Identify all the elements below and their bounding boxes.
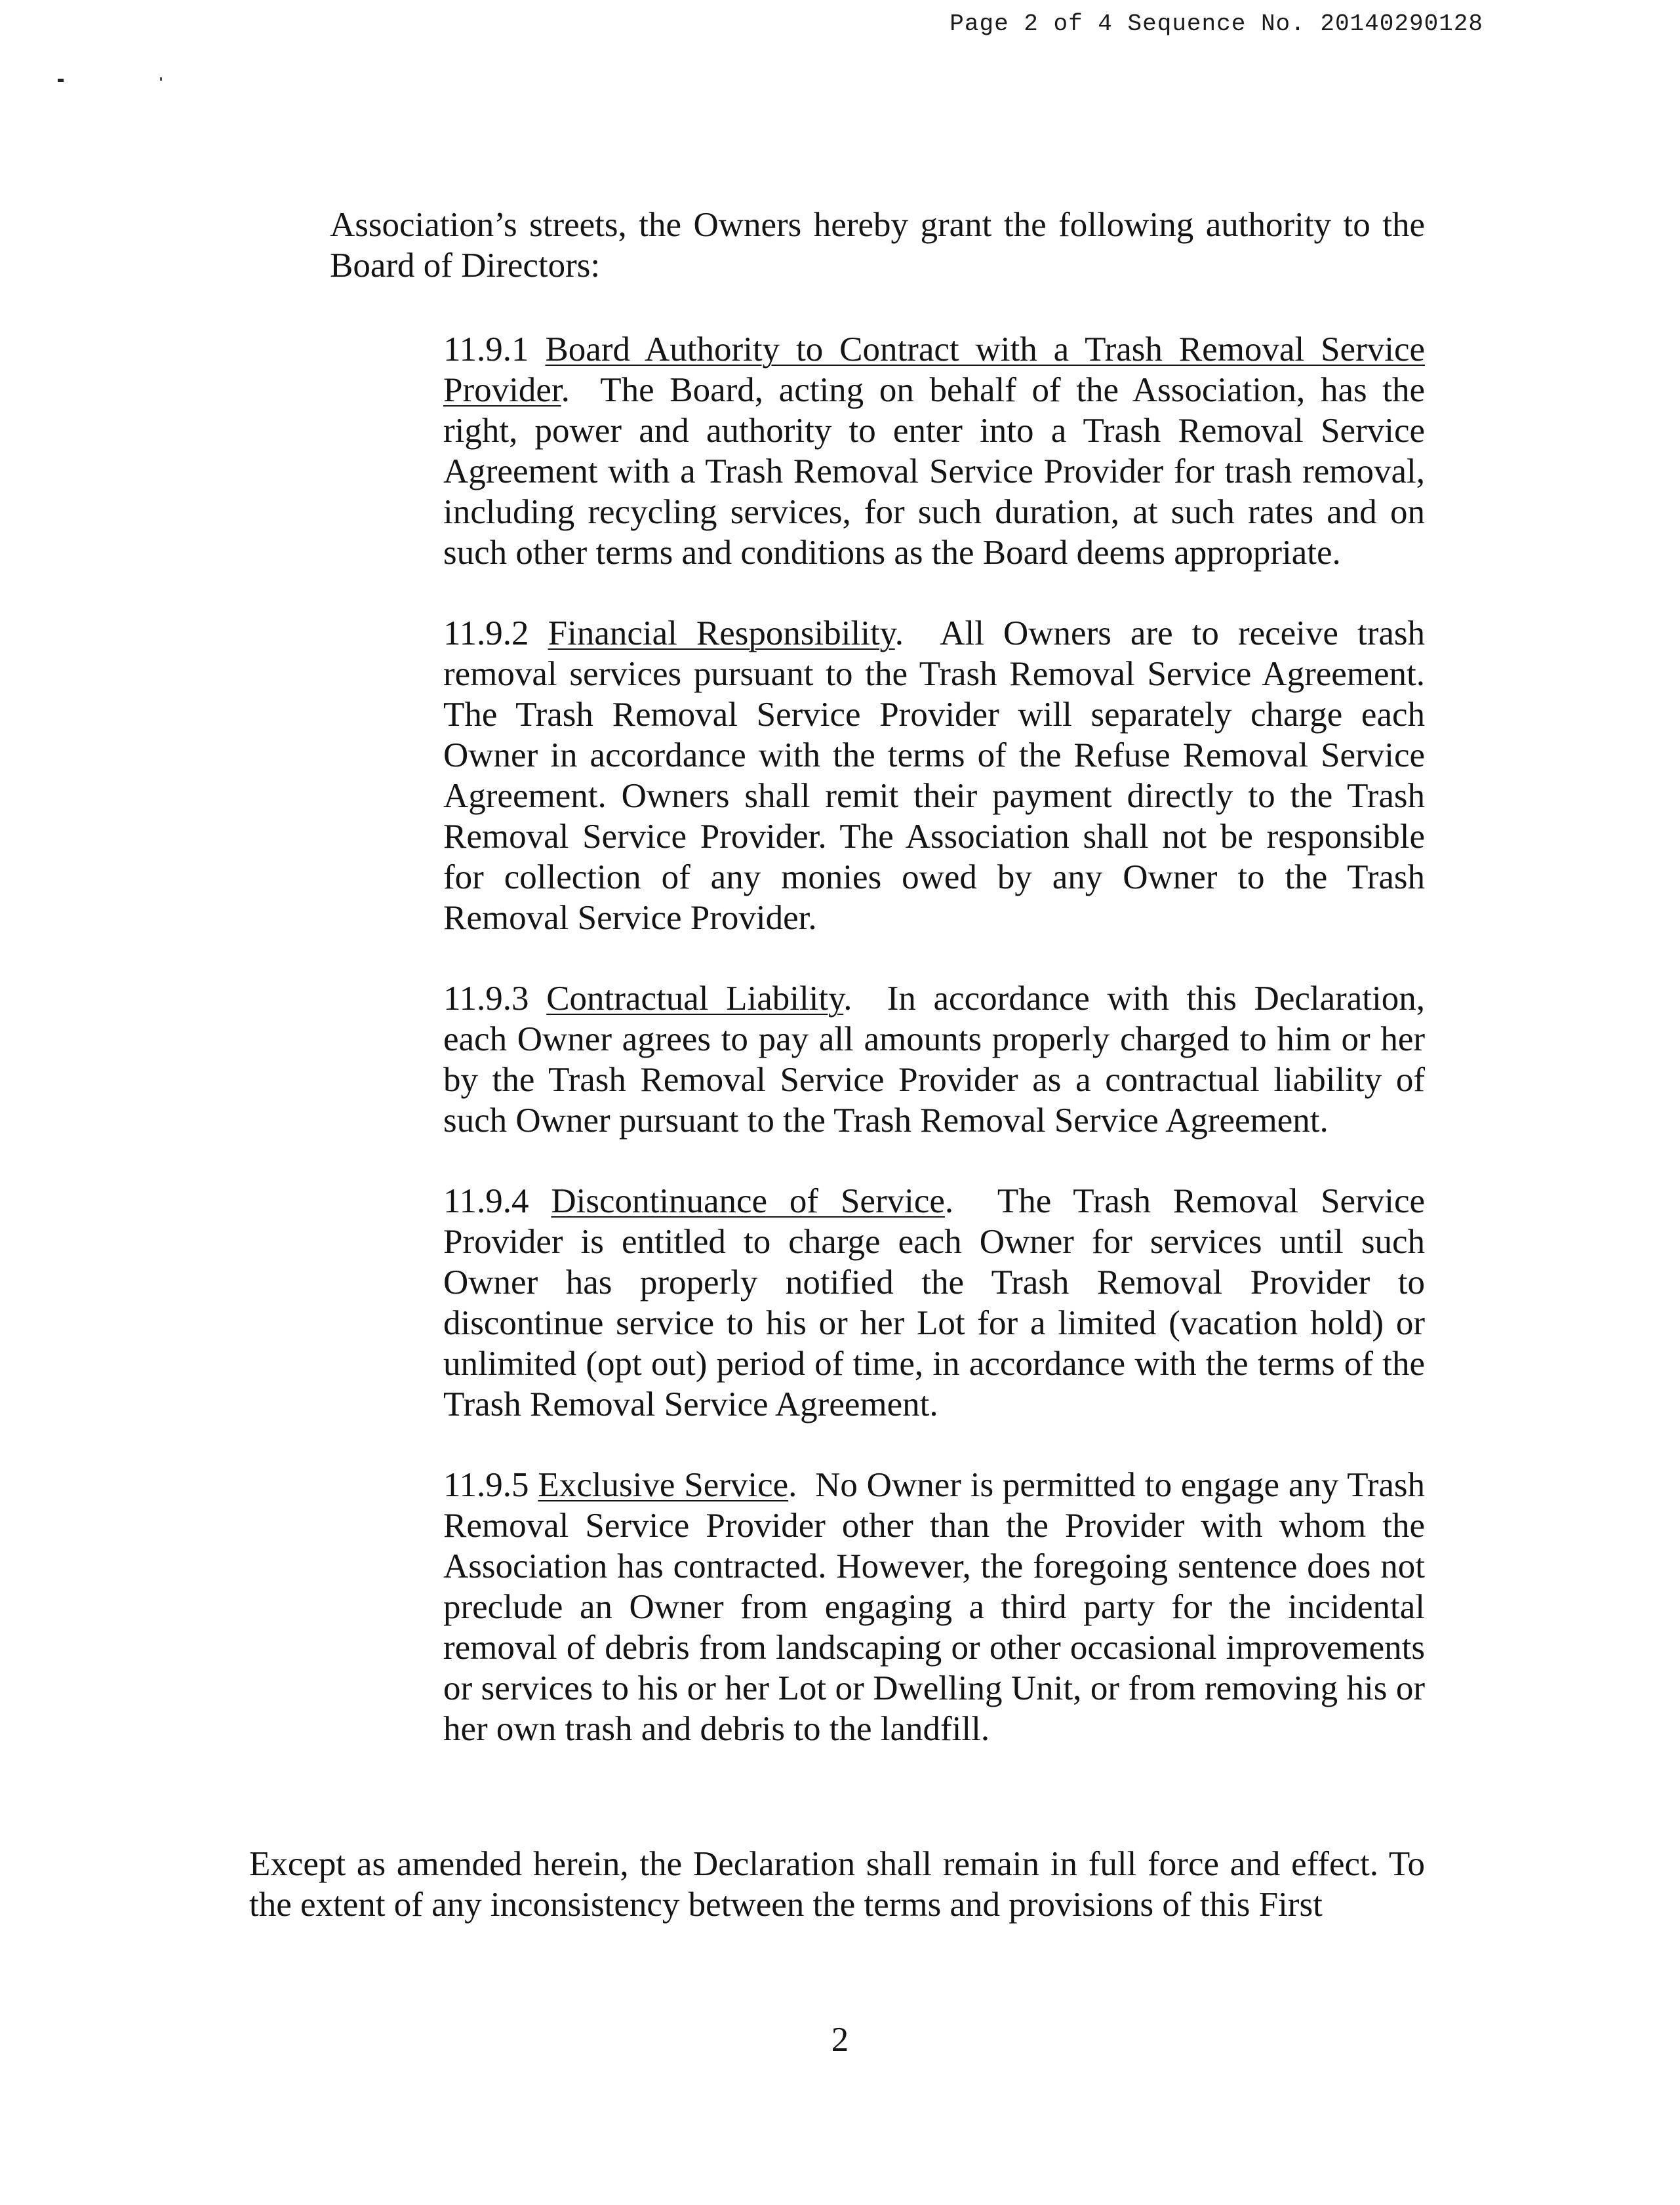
page-header: Page 2 of 4 Sequence No. 20140290128 [950,10,1483,37]
section-number: 11.9.3 [443,980,529,1018]
section-body: The Board, acting on behalf of the Association, has the right, power and authority to enter into a Trash Removal Service Agreement with a Trash Removal Service Provider for trash removal, including recycling services, for such duration, at such rates and on such other terms and conditions as the Board deems appropriate. [443,371,1425,572]
intro-paragraph [330,205,1425,286]
section-title: Contractual Liability [546,980,844,1018]
closing-text: Except as amended herein, the Declaration shall remain in full force and effect. To the extent of any inconsistency between the terms and provisions of this First [249,1845,1425,1924]
sections-list [443,329,1425,1749]
section-number: 11.9.2 [443,614,529,652]
section-title: Discontinuance of Service [551,1182,945,1220]
section-number: 11.9.1 [443,330,529,368]
section-11-9-4: 11.9.4 Discontinuance of Service. The Trash Removal Service Provider is entitled to charge each Owner for services until such Owner has properly notified the Trash Removal Provider to discontinue service to his or her Lot for a limited (vacation hold) or unlimited (opt out) period of time, in accordance with the terms of the Trash Removal Service Agreement. [443,1182,1425,1423]
section-body: The Trash Removal Service Provider is entitled to charge each Owner for services until such Owner has properly notified the Trash Removal Provider to discontinue service to his or her Lot for a limited (vacation hold) or unlimited (opt out) period of time, in accordance with the terms of the Trash Removal Service Agreement. [443,1182,1425,1423]
intro-text: Association’s streets, the Owners hereby grant the following authority to the Board of Directors: [330,206,1425,285]
section-11-9-5: 11.9.5 Exclusive Service. No Owner is permitted to engage any Trash Removal Service Provider other than the Provider with whom the Association has contracted. However, the foregoing sentence does not preclude an Owner from engaging a third party for the incidental removal of debris from landscaping or other occasional improvements or services to his or her Lot or Dwelling Unit, or from removing his or her own trash and debris to the landfill. [443,1466,1426,1748]
section-number: 11.9.5 [443,1466,529,1504]
section-title: Exclusive Service [538,1466,789,1504]
section-body: All Owners are to receive trash removal services pursuant to the Trash Removal Service Agreement. The Trash Removal Service Provider will separately charge each Owner in accordance with the terms of the Refuse Removal Service Agreement. Owners shall remit their payment directly to the Trash Removal Service Provider. The Association shall not be responsible for collection of any monies owed by any Owner to the Trash Removal Service Provider. [443,614,1426,937]
section-body: In accordance with this Declaration, each Owner agrees to pay all amounts properly charged to him or her by the Trash Removal Service Provider as a contractual liability of such Owner pursuant to the Trash Removal Service Agreement. [443,980,1426,1140]
page-number: 2 [831,2021,849,2059]
closing-paragraph [249,1844,1425,1925]
section-title: Financial Responsibility [548,614,895,652]
section-11-9-3: 11.9.3 Contractual Liability. In accordance with this Declaration, each Owner agrees to pay all amounts properly charged to him or her by the Trash Removal Service Provider as a contractual liability of such Owner pursuant to the Trash Removal Service Agreement. [443,980,1426,1140]
section-11-9-1: 11.9.1 Board Authority to Contract with a Trash Removal Service Provider. The Board, acting on behalf of the Association, has the right, power and authority to enter into a Trash Removal Service Agreement with a Trash Removal Service Provider for trash removal, including recycling services, for such duration, at such rates and on such other terms and conditions as the Board deems appropriate. [443,330,1425,572]
section-title: Board Authority to Contract with a Trash Removal Service Provider [443,330,1425,409]
section-number: 11.9.4 [443,1182,529,1220]
section-body: No Owner is permitted to engage any Trash Removal Service Provider other than the Provider with whom the Association has contracted. However, the foregoing sentence does not preclude an Owner from engaging a third party for the incidental removal of debris from landscaping or other occasional improvements or services to his or her Lot or Dwelling Unit, or from removing his or her own trash and debris to the landfill. [443,1466,1426,1748]
scan-specks [58,76,176,89]
section-11-9-2: 11.9.2 Financial Responsibility. All Owners are to receive trash removal services pursuant to the Trash Removal Service Agreement. The Trash Removal Service Provider will separately charge each Owner in accordance with the terms of the Refuse Removal Service Agreement. Owners shall remit their payment directly to the Trash Removal Service Provider. The Association shall not be responsible for collection of any monies owed by any Owner to the Trash Removal Service Provider. [443,614,1426,937]
